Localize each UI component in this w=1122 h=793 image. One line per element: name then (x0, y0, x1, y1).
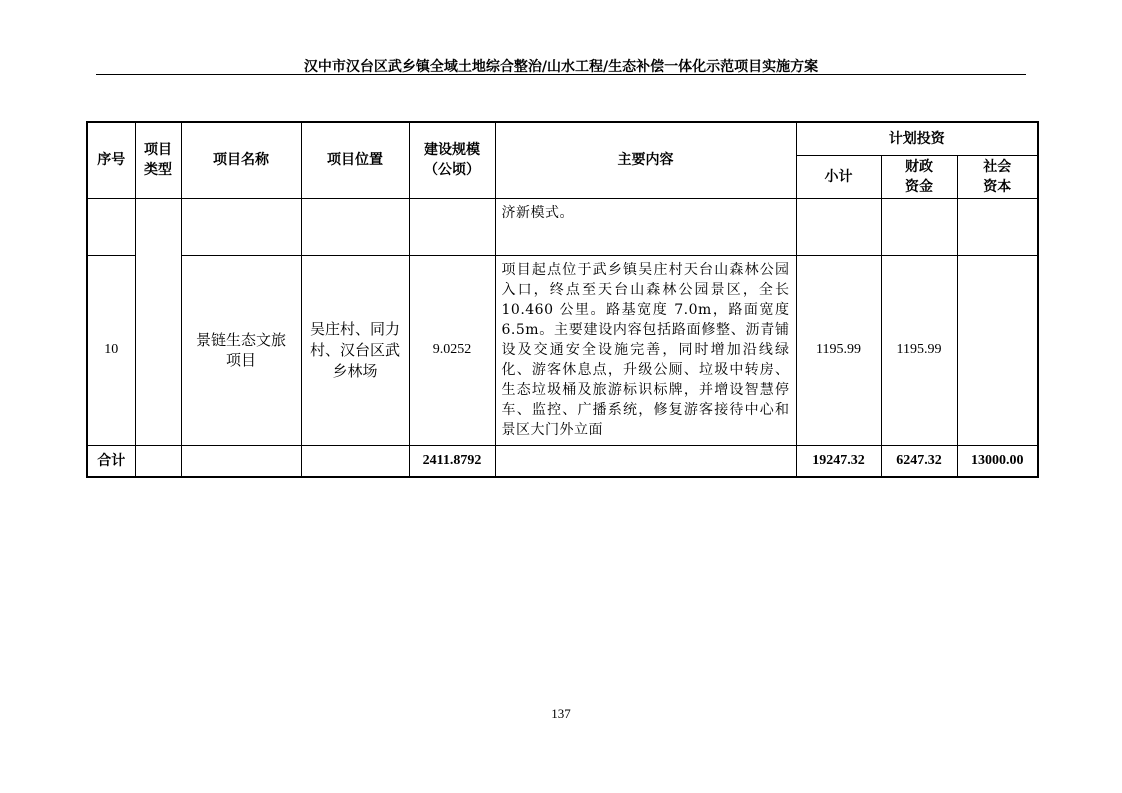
cell-total-social: 13000.00 (957, 445, 1038, 477)
cell-subtotal: 1195.99 (796, 255, 881, 445)
table-header-row (87, 122, 1038, 155)
cell-location-continued (301, 198, 409, 255)
cell-total-name (181, 445, 301, 477)
col-header-name: 项目名称 (181, 122, 301, 198)
cell-fiscal: 1195.99 (881, 255, 957, 445)
investment-plan-table (86, 121, 1039, 478)
table-row (87, 255, 1038, 445)
col-header-content: 主要内容 (495, 122, 796, 198)
cell-total-location (301, 445, 409, 477)
cell-seq: 10 (87, 255, 135, 445)
cell-total-label: 合计 (87, 445, 135, 477)
cell-scale-continued (409, 198, 495, 255)
cell-fiscal-continued (881, 198, 957, 255)
cell-name: 景链生态文旅项目 (181, 255, 301, 445)
col-header-investment: 计划投资 (796, 122, 1038, 155)
cell-total-fiscal: 6247.32 (881, 445, 957, 477)
cell-total-subtotal: 19247.32 (796, 445, 881, 477)
cell-name-continued (181, 198, 301, 255)
col-header-type: 项目类型 (135, 122, 181, 198)
cell-content: 项目起点位于武乡镇吴庄村天台山森林公园入口，终点至天台山森林公园景区，全长 10.460 公里。路基宽度 7.0m，路面宽度 6.5m。主要建设内容包括路面修整、沥青铺设及交通安全设施完善，同时增加沿线绿化、游客休息点，升级公厕、垃圾中转房、生态垃圾桶及旅游标识标牌，并增设智慧停车、监控、广播系统，修复游客接待中心和景区大门外立面 (495, 255, 796, 445)
col-header-location: 项目位置 (301, 122, 409, 198)
page-number: 137 (551, 706, 571, 721)
cell-total-type (135, 445, 181, 477)
col-header-scale: 建设规模（公顷） (409, 122, 495, 198)
header-rule (96, 74, 1026, 75)
cell-location: 吴庄村、同力村、汉台区武乡林场 (301, 255, 409, 445)
cell-social (957, 255, 1038, 445)
cell-total-content (495, 445, 796, 477)
col-header-fiscal: 财政资金 (881, 155, 957, 198)
table-total-row (87, 445, 1038, 477)
col-header-seq: 序号 (87, 122, 135, 198)
table-row (87, 198, 1038, 255)
cell-scale: 9.0252 (409, 255, 495, 445)
cell-social-continued (957, 198, 1038, 255)
document-header-title: 汉中市汉台区武乡镇全域土地综合整治/山水工程/生态补偿一体化示范项目实施方案 (303, 59, 819, 75)
cell-subtotal-continued (796, 198, 881, 255)
cell-content-continued: 济新模式。 (495, 198, 796, 255)
cell-total-scale: 2411.8792 (409, 445, 495, 477)
cell-seq-continued (87, 198, 135, 255)
cell-type (135, 198, 181, 445)
col-header-subtotal: 小计 (796, 155, 881, 198)
col-header-social: 社会资本 (957, 155, 1038, 198)
